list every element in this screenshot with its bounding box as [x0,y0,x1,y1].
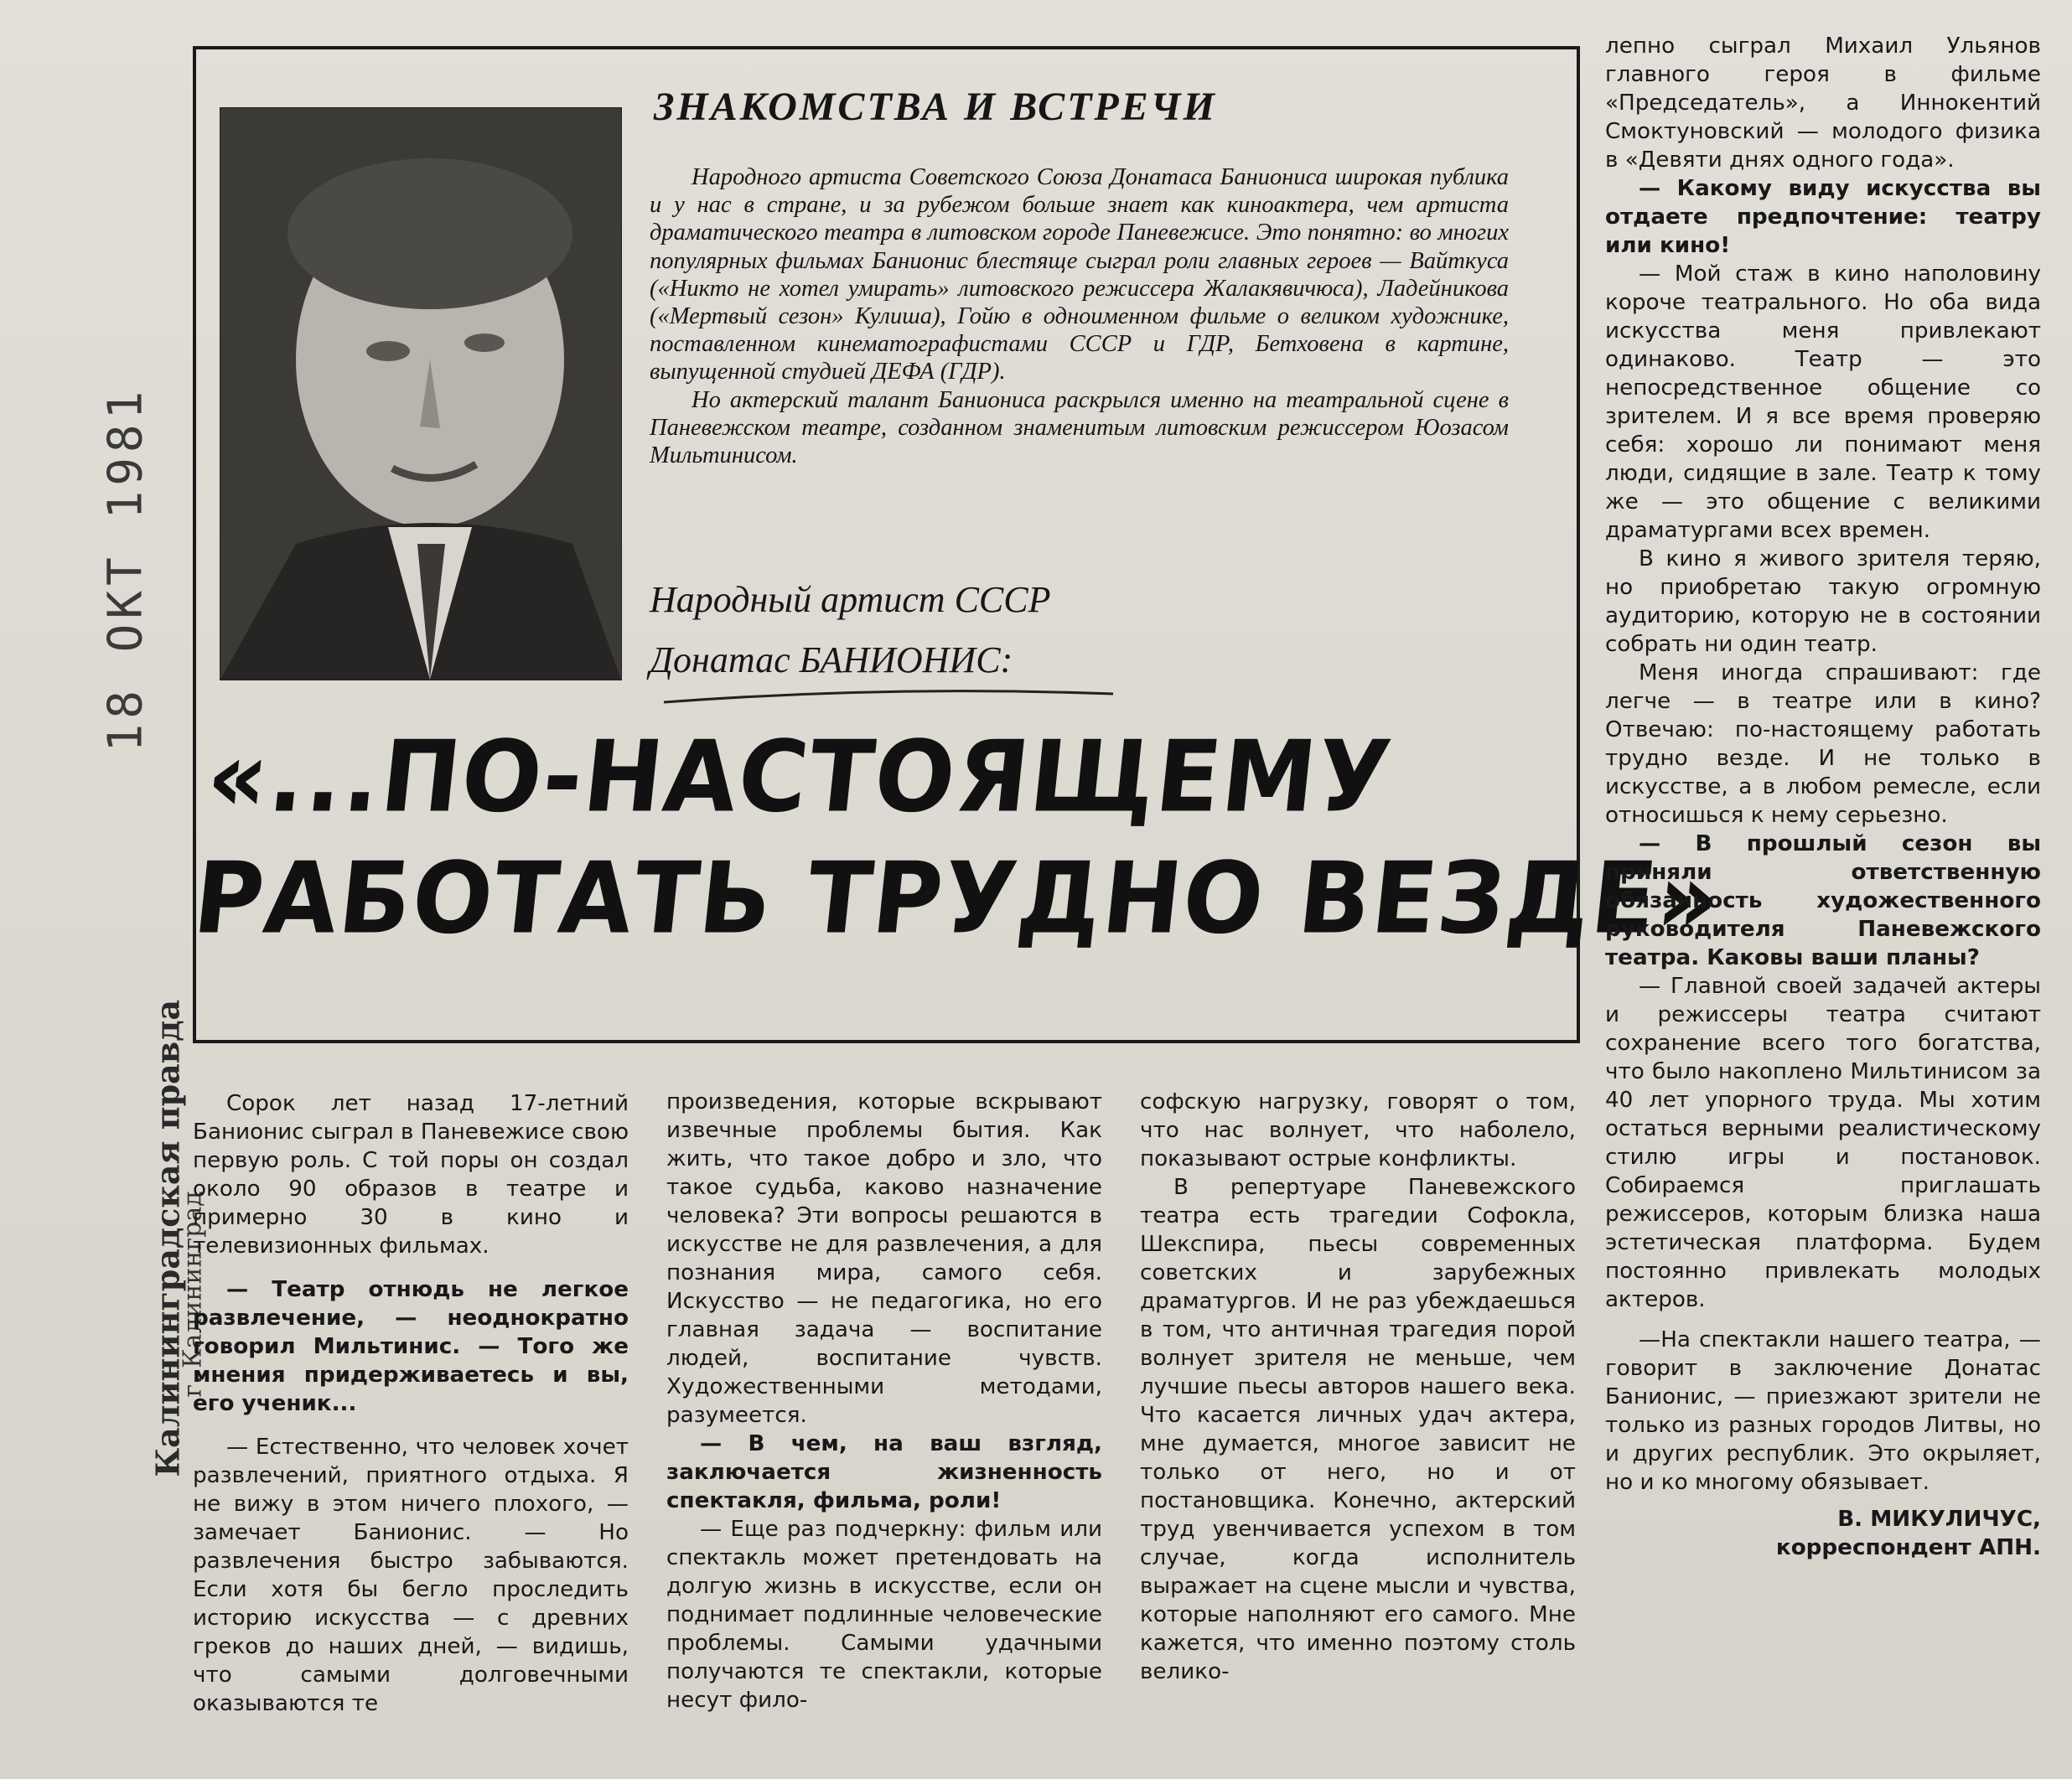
paragraph: — Еще раз подчеркну: фильм или спектакль может претендовать на долгую жизнь в искусстве, если он поднимает подлинные человеческие проблемы. Самыми удачными получаются те спектакли, которые несут фило- [666,1517,1102,1713]
question-paragraph: — Театр отнюдь не легкое развлечение, — неоднократно говорил Мильтинис. — Того же мнения придерживаетесь и вы, его ученик... [193,1277,629,1416]
article-column-2 [666,1088,1102,1714]
headline-line-1: «...ПО-НАСТОЯЩЕМУ [201,720,1398,835]
paragraph: — Главной своей задачей актеры и режиссеры театра считают сохранение всего того богатства, что было накоплено Мильтинисом за 40 лет упорного труда. Мы хотим остаться верными реалистическому стилю игры и постановок. Собираемся приглашать режиссеров, которым близка наша эстетическая платформа. Будем постоянно привлекать молодых актеров. [1605,974,2041,1312]
interviewee-byline [650,570,1404,690]
paragraph: софскую нагрузку, говорят о том, что нас волнует, что наболело, показывают острые конфликты. [1140,1089,1576,1171]
headline-line-2: РАБОТАТЬ ТРУДНО ВЕЗДЕ» [188,841,1727,956]
intro-paragraph: Народного артиста Советского Союза Донатаса Баниониса широкая публика и у нас в стране, и за рубежом больше знает как киноактера, чем артиста драматического театра в литовском городе Паневежисе. Это понятно: во многих популярных фильмах Банионис блестяще сыграл роли главных героев — Вайткуса («Никто не хотел умирать» литовского режиссера Жалакявичюса), Ладейникова («Мертвый сезон» Кулиша), Гойю в одноименном фильме о великом художнике, поставленном кинематографистами СССР и ГДР, Бетховена в картине, выпущенной студией ДЕФА (ГДР). [650,164,1509,385]
portrait-photo [220,107,622,680]
date-stamp [34,385,153,752]
byline-title: Народный артист СССР [650,579,1051,620]
question-paragraph: — Какому виду искусства вы отдаете предпочтение: театру или кино! [1605,176,2041,258]
byline-name: Донатас БАНИОНИС: [650,639,1013,680]
portrait-illustration [220,108,621,680]
headline [188,716,1727,959]
question-paragraph: — В прошлый сезон вы приняли ответственную обязанность художественного руководителя Паневежского театра. Каковы ваши планы? [1605,831,2041,970]
author-name: В. МИКУЛИЧУС, [1837,1507,2041,1532]
question-paragraph: — В чем, на ваш взгляд, заключается жизненность спектакля, фильма, роли! [666,1431,1102,1513]
byline-underline [662,677,1115,711]
paragraph: — Естественно, что человек хочет развлечений, приятного отдыха. Я не вижу в этом ничего плохого, — замечает Банионис. — Но развлечения быстро забываются. Если хотя бы бегло проследить историю искусства — с древних греков до наших дней, — видишь, что самыми долговечными оказываются те [193,1435,629,1716]
source-city: г. Калининград [178,1191,208,1398]
article-column-3 [1140,1088,1576,1686]
rubric-title: ЗНАКОМСТВА И ВСТРЕЧИ [654,85,1217,129]
paragraph: В репертуаре Паневежского театра есть трагедии Софокла, Шекспира, пьесы современных советских и зарубежных драматургов. И не раз убеждаешься в том, что античная трагедия порой волнует зрителя не меньше, чем лучшие пьесы авторов нашего века. Что касается личных удач актера, мне думается, многое зависит не только от него, но и от постановщика. Конечно, актерский труд увенчивается успехом в том случае, когда исполнитель выражает на сцене мысли и чувства, которые наполняют его самого. Мне кажется, что именно поэтому столь велико- [1140,1175,1576,1684]
paragraph: Меня иногда спрашивают: где легче — в театре или в кино? Отвечаю: по-настоящему работать трудно везде. И не только в искусстве, а в любом ремесле, если относишься к нему серьезно. [1605,660,2041,828]
paragraph: произведения, которые вскрывают извечные проблемы бытия. Как жить, что такое добро и зло, что такое судьба, каково назначение человека? Эти вопросы решаются в искусстве не для развлечения, а для познания мира, самого себя. Искусство — не педагогика, но его главная задача — воспитание людей, воспитание чувств. Художественными методами, разумеется. [666,1089,1102,1428]
paragraph: Сорок лет назад 17-летний Банионис сыграл в Паневежисе свою первую роль. С той поры он создал около 90 образов в театре и примерно 30 в кино и телевизионных фильмах. [193,1091,629,1259]
intro-text [650,163,1509,469]
article-column-1 [193,1089,629,1718]
paragraph: лепно сыграл Михаил Ульянов главного героя в фильме «Председатель», а Иннокентий Смоктуновский — молодого физика в «Девяти днях одного года». [1605,34,2041,173]
paragraph: В кино я живого зрителя теряю, но приобретаю такую огромную аудиторию, которую не в состоянии собрать ни один театр. [1605,546,2041,657]
source-note [109,939,208,1542]
paragraph: — Мой стаж в кино наполовину короче театрального. Но оба вида искусства меня привлекают одинаково. Театр — это непосредственное общение со зрителем. И я все время проверяю себя: хорошо ли понимают меня люди, сидящие в зале. Театр к тому же — это общение с великими драматургами всех времен. [1605,261,2041,543]
paragraph: —На спектакли нашего театра, — говорит в заключение Донатас Банионис, — приезжают зрители не только из разных городов Литвы, но и других республик. Это окрыляет, но и ко многому обязывает. [1605,1327,2041,1495]
author-signature [1605,1505,2041,1562]
date-stamp-text: 18 ОКТ 1981 [98,385,153,752]
author-role: корреспондент АПН. [1775,1535,2041,1560]
intro-paragraph: Но актерский талант Баниониса раскрылся именно на театральной сцене в Паневежском театре, созданном знаменитым литовским режиссером Юозасом Мильтинисом. [650,386,1509,469]
article-column-4 [1605,32,2041,1562]
source-newspaper-name: Калининградская правда [148,999,187,1477]
